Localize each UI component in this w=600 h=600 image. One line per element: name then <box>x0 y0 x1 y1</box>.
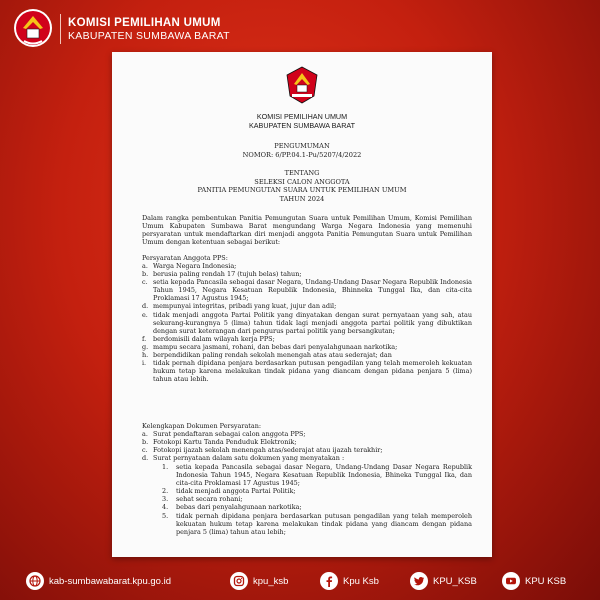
footer-youtube-link[interactable] <box>502 570 566 592</box>
footer-facebook-link[interactable] <box>320 570 379 592</box>
page-header <box>0 0 600 56</box>
statement-item-text: bebas dari penyalahgunaan narkotika; <box>176 503 302 512</box>
doc-subject-1: SELEKSI CALON ANGGOTA <box>254 177 350 186</box>
document-item <box>142 430 472 438</box>
doc-org-line2: KABUPATEN SUMBAWA BARAT <box>248 121 356 130</box>
statement-item-marker: 2. <box>162 487 169 496</box>
statement-item-text: setia kepada Pancasila sebagai dasar Negara, Undang-Undang Dasar Negara Republik Indonesia Tahun 1945, Negara Kesatuan Republik Indonesia, Bhineka Tunggal Ika, dan cita-cita Proklamasi 17 Agustus 1945; <box>176 463 472 488</box>
statement-item-marker: 3. <box>162 495 169 504</box>
footer-twitter-link[interactable] <box>410 570 477 592</box>
document-item-text: Fotokopi ijazah sekolah menengah atas/sederajat atau ijazah terakhir; <box>153 446 383 455</box>
kpu-logo-icon <box>12 8 54 52</box>
statement-item <box>162 503 472 511</box>
globe-icon <box>26 572 44 590</box>
document-item-marker: a. <box>142 430 148 438</box>
requirement-item <box>142 311 472 335</box>
footer-instagram-link[interactable] <box>230 570 288 592</box>
twitter-icon <box>410 572 428 590</box>
footer-instagram-text: kpu_ksb <box>253 575 289 587</box>
statement-item-marker: 5. <box>162 511 169 520</box>
statement-item <box>162 495 472 503</box>
statement-item-text: sehat secara rohani; <box>176 495 243 504</box>
requirement-item-marker: b. <box>142 270 149 279</box>
document-item-marker: b. <box>142 438 149 447</box>
statement-item <box>162 487 472 495</box>
document-item-text: Surat pernyataan dalam satu dokumen yang menyatakan : <box>153 454 345 463</box>
youtube-icon <box>502 572 520 590</box>
requirement-item <box>142 262 472 270</box>
header-divider <box>60 14 61 44</box>
footer-facebook-text: Kpu Ksb <box>343 575 379 587</box>
requirement-item-marker: c. <box>142 278 148 287</box>
requirement-item <box>142 335 472 343</box>
requirement-item <box>142 278 472 302</box>
requirement-item <box>142 343 472 351</box>
requirement-item-marker: f. <box>142 334 147 343</box>
header-title: KOMISI PEMILIHAN UMUM <box>68 17 221 29</box>
document-item-marker: d. <box>142 454 149 463</box>
requirement-item-text: tidak menjadi anggota Partai Politik yang dinyatakan dengan surat pernyataan yang sah, atau sekurang-kurangnya 5 (lima) tahun tidak lagi menjadi anggota partai politik yang dibuktikan dengan surat keterangan dari pengurus partai politik yang bersangkutan; <box>153 310 472 335</box>
requirement-item-marker: a. <box>142 262 148 270</box>
instagram-icon <box>230 572 248 590</box>
requirement-item-marker: i. <box>142 359 147 368</box>
requirement-item-text: setia kepada Pancasila sebagai dasar Negara, Undang-Undang Dasar Negara Republik Indonesia Tahun 1945, Negara Kesatuan Republik Indonesia, Bhinneka Tunggal Ika, dan cita-cita Proklamasi 17 Agustus 1945; <box>153 278 472 303</box>
statement-item-marker: 4. <box>162 503 169 512</box>
requirement-item-marker: d. <box>142 302 149 311</box>
doc-intro-paragraph: Dalam rangka pembentukan Panitia Pemungutan Suara untuk Pemilihan Umum, Komisi Pemilihan Umum Kabupaten Sumbawa Barat mengundang Warga Negara Indonesia yang memenuhi persyaratan untuk mendaftarkan diri menjadi anggota Panitia Pemungutan Suara untuk Pemilihan Umum dengan ketentuan sebagai berikut: <box>142 214 472 247</box>
doc-number: NOMOR: 6/PP.04.1-Pu/5207/4/2022 <box>242 150 362 159</box>
requirement-item-text: mampu secara jasmani, rohani, dan bebas dari penyalahgunaan narkotika; <box>153 342 398 351</box>
requirement-item-marker: g. <box>142 342 149 351</box>
footer-website-link[interactable] <box>26 570 171 592</box>
facebook-icon <box>320 572 338 590</box>
requirement-item-text: Warga Negara Indonesia; <box>153 262 237 270</box>
requirement-item-text: berdomisili dalam wilayah kerja PPS; <box>153 334 275 343</box>
requirement-item <box>142 302 472 310</box>
footer-twitter-text: KPU_KSB <box>433 575 477 587</box>
doc-subject-2: PANITIA PEMUNGUTAN SUARA UNTUK PEMILIHAN UMUM <box>197 186 407 194</box>
document-item-text: Fotokopi Kartu Tanda Penduduk Elektronik; <box>153 438 297 447</box>
documents-heading: Kelengkapan Dokumen Persyaratan: <box>142 422 262 430</box>
requirement-item-text: mempunyai integritas, pribadi yang kuat, jujur dan adil; <box>153 302 337 311</box>
document-item <box>142 454 472 462</box>
requirement-item <box>142 270 472 278</box>
header-titles <box>68 16 230 43</box>
requirement-item-marker: h. <box>142 351 149 360</box>
requirement-item-marker: e. <box>142 310 148 319</box>
statement-item-text: tidak menjadi anggota Partai Politik; <box>176 487 296 496</box>
requirement-item-text: berpendidikan paling rendah sekolah menengah atas atau sederajat; dan <box>153 351 392 360</box>
statement-item <box>162 463 472 487</box>
doc-about-label: TENTANG <box>284 169 320 177</box>
statement-item <box>162 512 472 536</box>
announcement-document <box>112 52 492 557</box>
document-kpu-logo-icon <box>284 66 320 104</box>
document-item-marker: c. <box>142 446 148 455</box>
requirement-item <box>142 351 472 359</box>
requirements-list <box>142 262 472 383</box>
document-item <box>142 438 472 446</box>
footer-youtube-text: KPU KSB <box>525 575 567 587</box>
header-subtitle: KABUPATEN SUMBAWA BARAT <box>68 30 230 42</box>
requirement-item <box>142 359 472 383</box>
requirement-item-text: tidak pernah dipidana penjara berdasarkan putusan pengadilan yang telah memeroleh kekuatan hukum tetap karena melakukan tindak pidana yang diancam dengan pidana penjara 5 (lima) tahun atau lebih. <box>153 359 472 384</box>
requirement-item-text: berusia paling rendah 17 (tujuh belas) tahun; <box>153 270 302 279</box>
requirements-heading: Persyaratan Anggota PPS: <box>142 254 228 262</box>
doc-announcement-label: PENGUMUMAN <box>274 142 330 150</box>
statement-item-text: tidak pernah dipidana penjara berdasarkan putusan pengadilan yang telah memperoleh kekuatan hukum tetap karena melakukan tindak pidana yang diancam dengan pidana penjara 5 (lima) tahun atau lebih; <box>176 511 472 536</box>
documents-list <box>142 430 472 462</box>
doc-subject-3: TAHUN 2024 <box>279 194 325 203</box>
doc-org-line1: KOMISI PEMILIHAN UMUM <box>256 112 348 121</box>
page-footer <box>0 564 600 600</box>
statement-item-marker: 1. <box>162 463 169 471</box>
footer-website-text: kab-sumbawabarat.kpu.go.id <box>49 575 171 587</box>
document-item-text: Surat pendaftaran sebagai calon anggota PPS; <box>153 430 306 438</box>
statements-list <box>162 463 472 536</box>
document-item <box>142 446 472 454</box>
